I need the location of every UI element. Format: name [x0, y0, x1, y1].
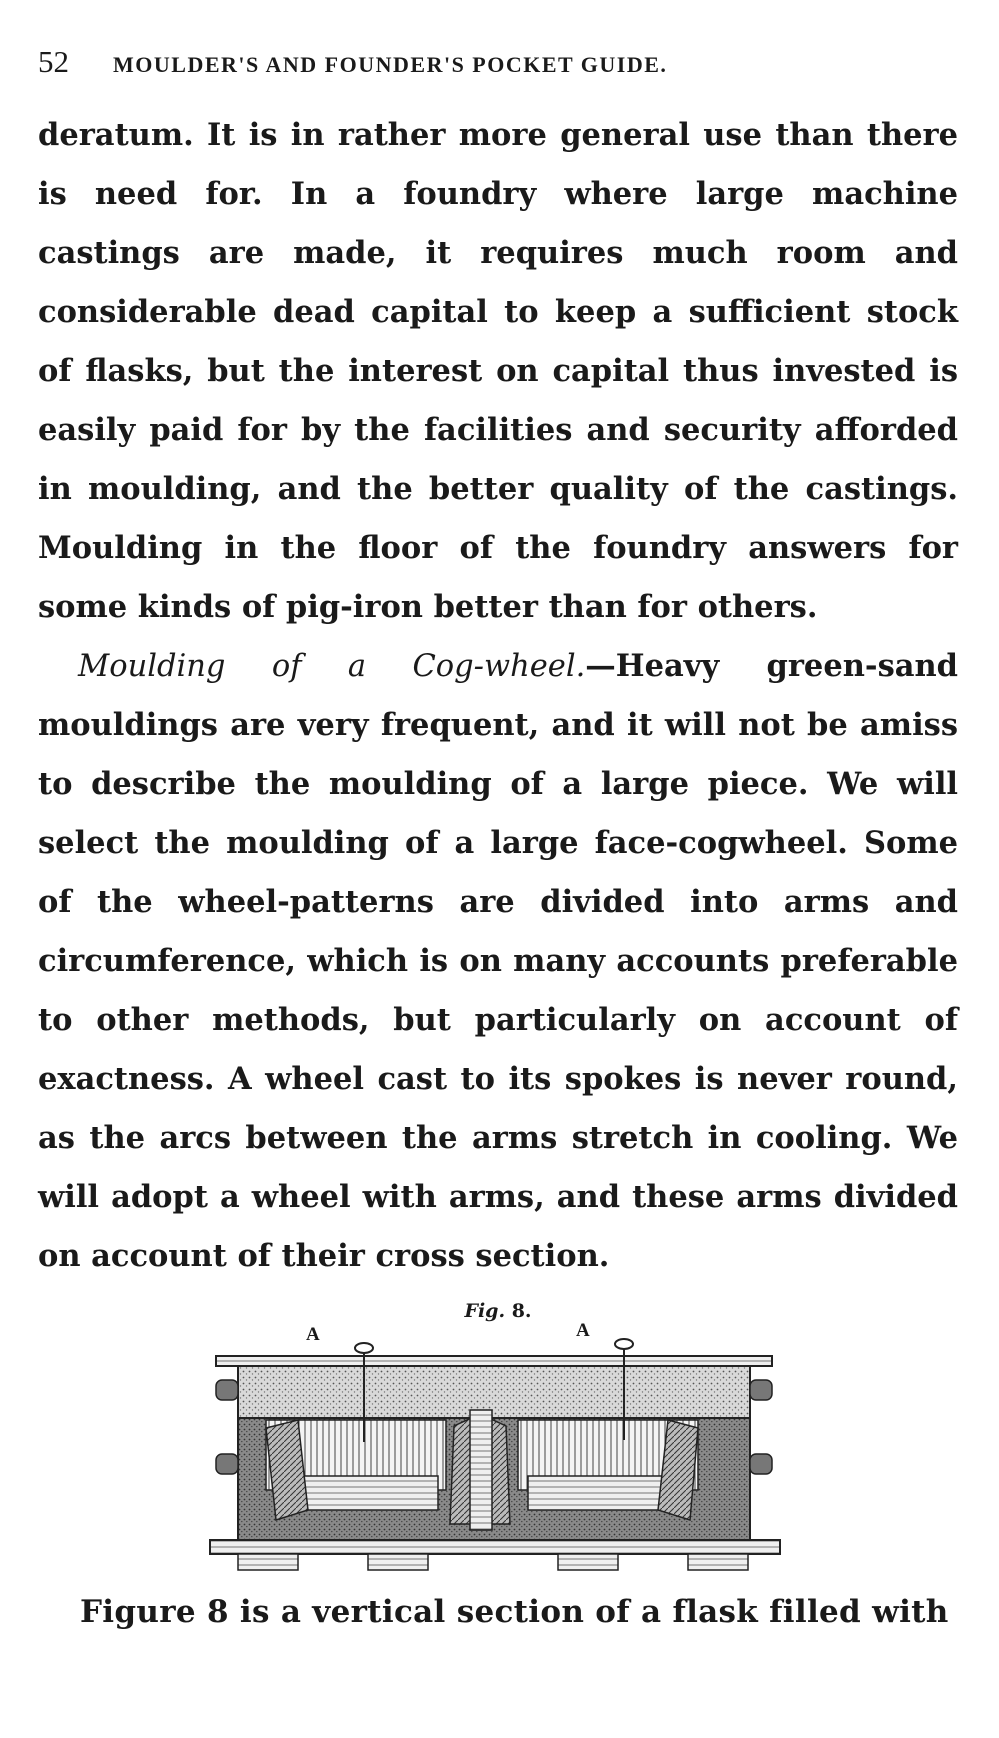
- flask-cross-section-drawing: [158, 1328, 858, 1578]
- paragraph-2-text: —Heavy green-sand mouldings are very frequent, and it will not be amiss to describe the moulding of a large piece. We will select the moulding of a large face-cogwheel. Some of the wheel-patterns are divided into arms and circumference, which is on many accounts preferable to other methods, but particularly on account of exactness. A wheel cast to its spokes is never round, as the arcs between the arms stretch in cooling. We will adopt a wheel with arms, and these arms divided on account of their cross section.: [38, 648, 958, 1274]
- marker-a-right: A: [576, 1320, 590, 1341]
- page-header: [38, 44, 958, 106]
- flask-section-illustration: [158, 1320, 858, 1578]
- section-heading-cog-wheel: Moulding of a Cog-wheel.: [78, 649, 586, 684]
- continuation-line: Figure 8 is a vertical section of a flask filled with: [80, 1594, 949, 1630]
- paragraph-1-text: deratum. It is in rather more general use than there is need for. In a foundry where large machine castings are made, it requires much room and considerable dead capital to keep a sufficient stock of flasks, but the interest on capital thus invested is easily paid for by the facilities and security afforded in moulding, and the better quality of the castings. Moulding in the floor of the foundry answers for some kinds of pig-iron better than for others.: [38, 117, 958, 625]
- paragraph-2: [38, 637, 958, 1286]
- paragraph-1: [38, 106, 958, 637]
- page-number: 52: [38, 44, 69, 79]
- marker-a-left: A: [306, 1324, 320, 1345]
- figure-label-number: 8.: [511, 1300, 532, 1322]
- figure-label-prefix: Fig.: [464, 1300, 506, 1322]
- running-head: MOULDER'S AND FOUNDER'S POCKET GUIDE.: [113, 52, 668, 77]
- figure-label: [38, 1300, 958, 1322]
- book-page: [38, 44, 958, 1630]
